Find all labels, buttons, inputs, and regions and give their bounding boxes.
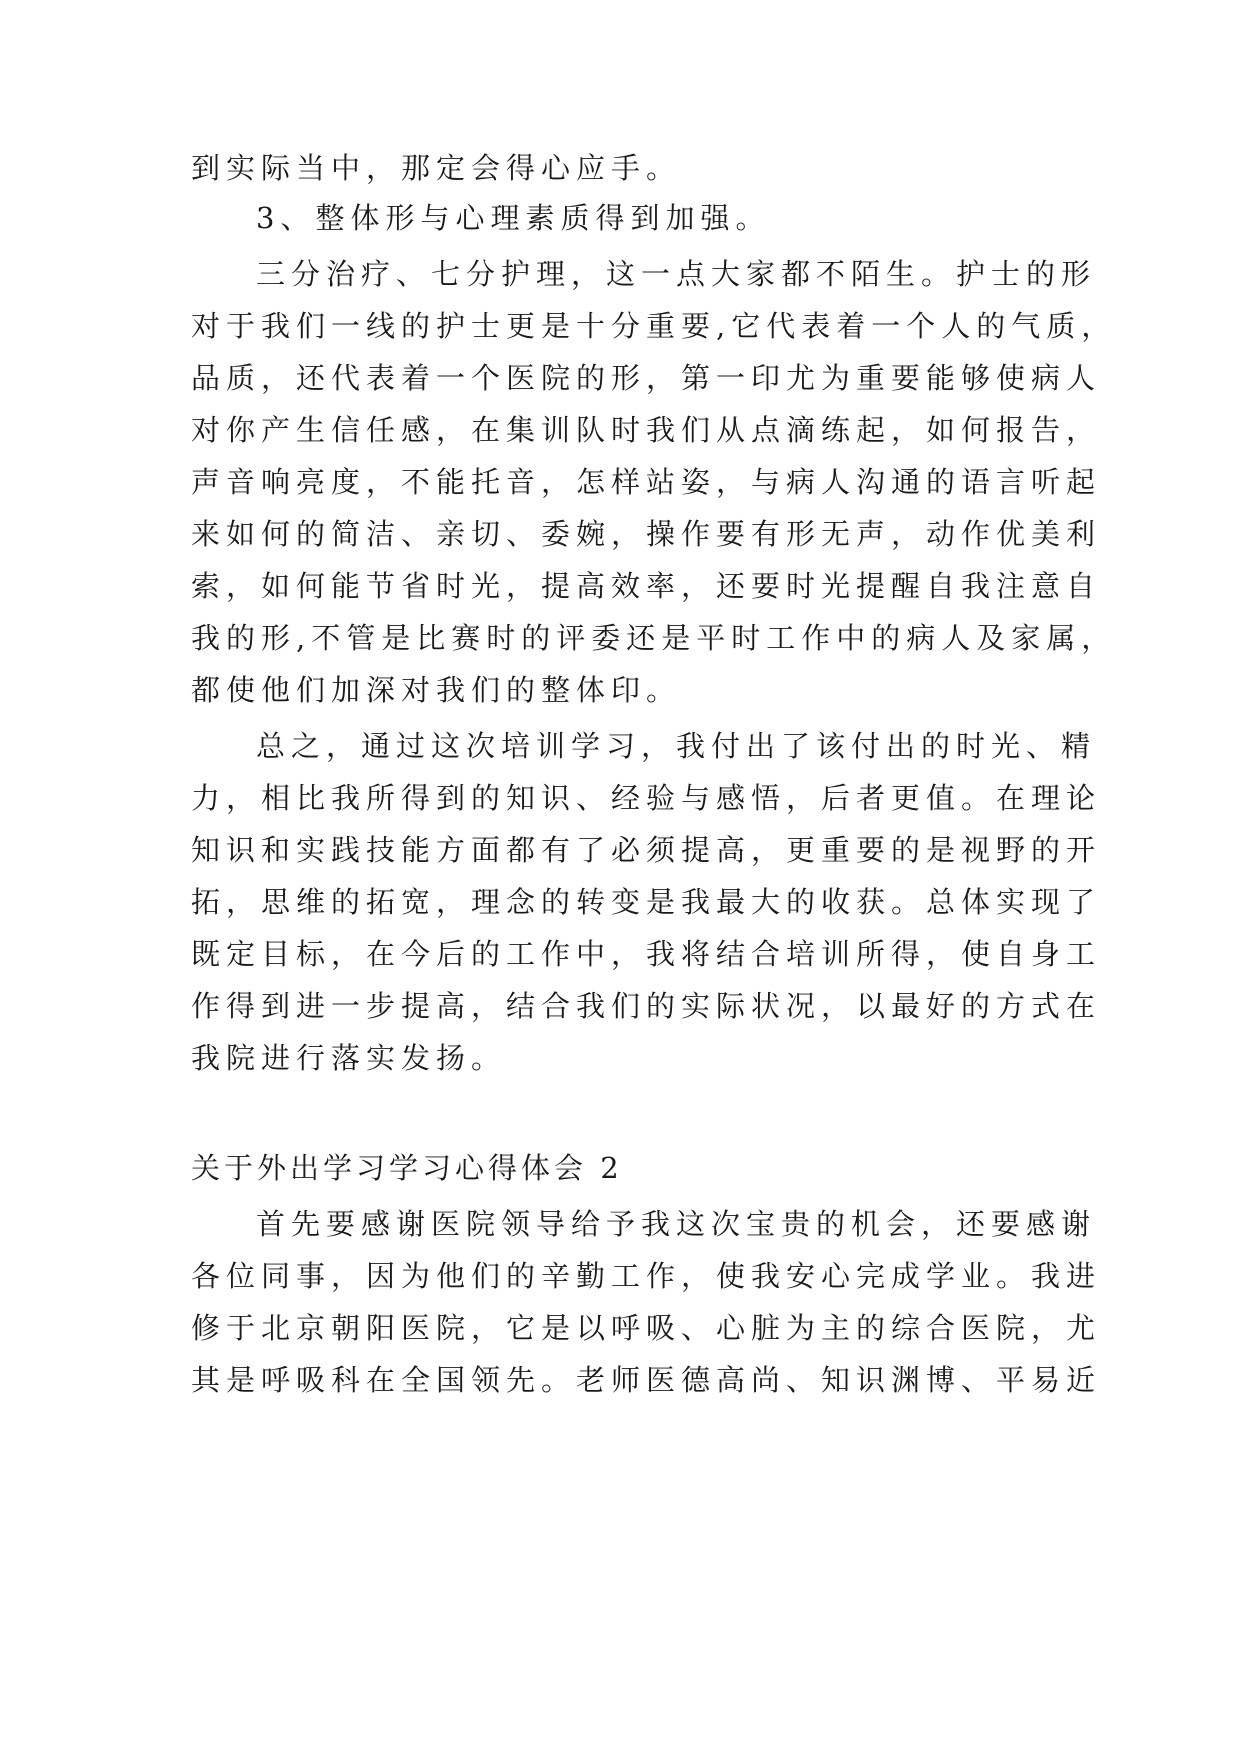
text-line: 修于北京朝阳医院，它是以呼吸、心脏为主的综合医院，尤 (191, 1311, 1102, 1345)
paragraph-first-line: 首先要感谢医院领导给予我这次宝贵的机会，还要感谢 (256, 1207, 1097, 1241)
text-line: 来如何的简洁、亲切、委婉，操作要有形无声，动作优美利 (191, 517, 1102, 551)
text-line: 各位同事，因为他们的辛勤工作，使我安心完成学业。我进 (191, 1259, 1102, 1293)
paragraph-first-line: 总之，通过这次培训学习，我付出了该付出的时光、精 (256, 729, 1097, 763)
text-line: 拓，思维的拓宽，理念的转变是我最大的收获。总体实现了 (191, 885, 1102, 919)
text-line: 声音响亮度，不能托音，怎样站姿，与病人沟通的语言听起 (191, 465, 1102, 499)
text-line: 我的形,不管是比赛时的评委还是平时工作中的病人及家属， (191, 621, 1117, 655)
text-line: 品质，还代表着一个医院的形，第一印尤为重要能够使病人 (191, 361, 1102, 395)
section-heading: 关于外出学习学习心得体会 2 (191, 1151, 623, 1185)
text-line: 对你产生信任感，在集训队时我们从点滴练起，如何报告， (191, 413, 1102, 447)
text-line: 既定目标，在今后的工作中，我将结合培训所得，使自身工 (191, 937, 1102, 971)
paragraph-first-line: 三分治疗、七分护理，这一点大家都不陌生。护士的形 (256, 257, 1097, 291)
text-line: 力，相比我所得到的知识、经验与感悟，后者更值。在理论 (191, 781, 1102, 815)
text-line: 知识和实践技能方面都有了必须提高，更重要的是视野的开 (191, 833, 1102, 867)
text-line: 我院进行落实发扬。 (191, 1041, 507, 1075)
text-line: 索，如何能节省时光，提高效率，还要时光提醒自我注意自 (191, 569, 1102, 603)
text-line: 其是呼吸科在全国领先。老师医德高尚、知识渊博、平易近 (191, 1363, 1102, 1397)
text-line: 作得到进一步提高，结合我们的实际状况，以最好的方式在 (191, 989, 1102, 1023)
text-line: 对于我们一线的护士更是十分重要,它代表着一个人的气质， (191, 309, 1117, 343)
text-line: 都使他们加深对我们的整体印。 (191, 673, 682, 707)
text-line: 到实际当中，那定会得心应手。 (191, 151, 682, 185)
numbered-subheading: 3、整体形与心理素质得到加强。 (256, 201, 771, 235)
